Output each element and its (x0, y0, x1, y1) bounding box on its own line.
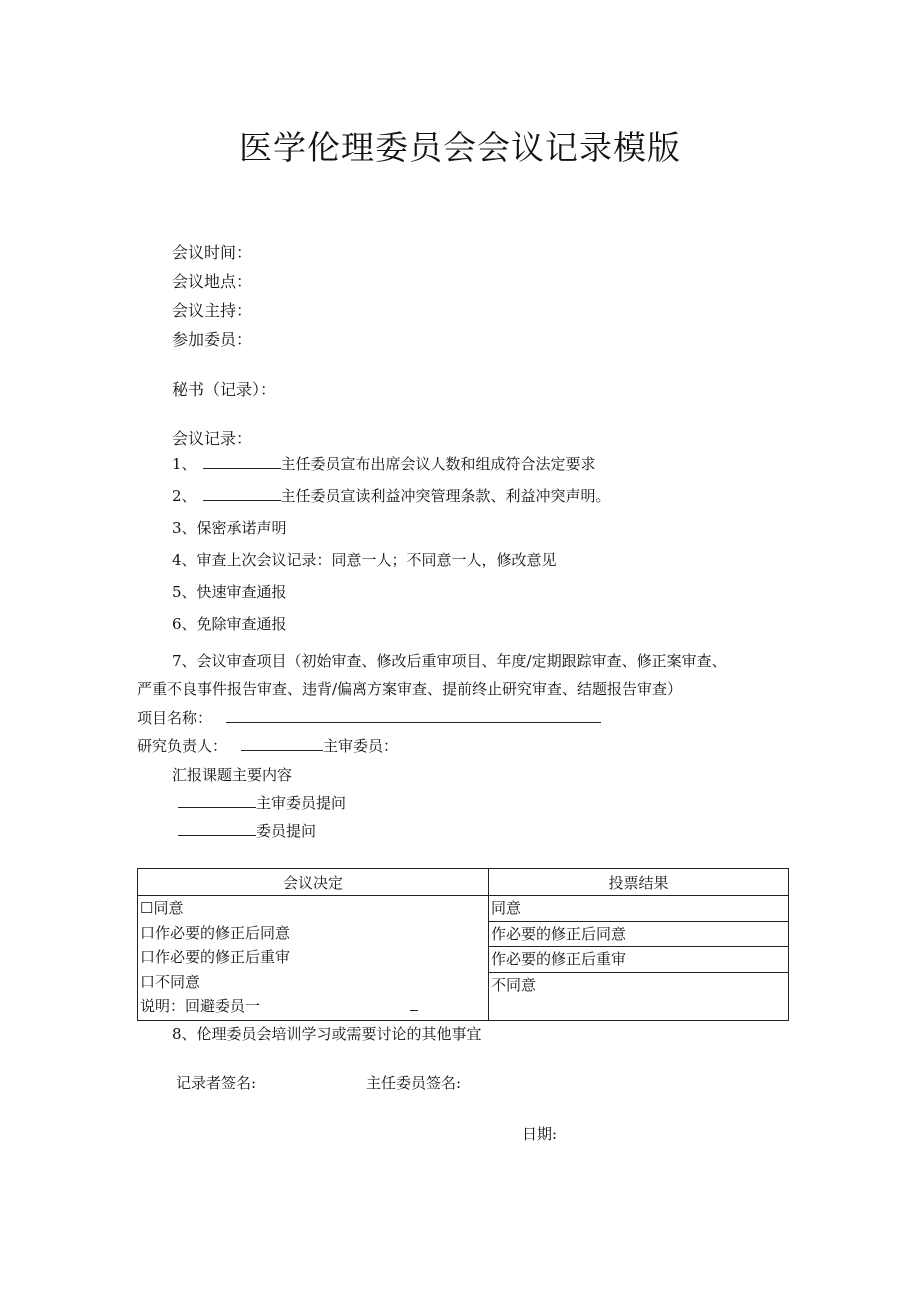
meeting-record-label: 会议记录： (172, 429, 253, 448)
secretary-label: 秘书（记录）： (172, 380, 277, 399)
list-item: 5、快速审查通报 (172, 583, 287, 601)
meeting-host-label: 会议主持： (172, 301, 253, 320)
recusal-note: 说明：回避委员一 (140, 994, 486, 1019)
fill-blank (178, 821, 256, 836)
list-item: 1、 主任委员宣布出席会议人数和组成符合法定要求 (172, 455, 596, 473)
recorder-signature-label: 记录者签名: (176, 1074, 257, 1092)
chair-signature-label: 主任委员签名: (366, 1074, 462, 1092)
vote-option: 作必要的修正后同意 (489, 922, 788, 948)
meeting-place-label: 会议地点： (172, 272, 253, 291)
fill-blank (203, 454, 281, 469)
fill-blank (203, 486, 281, 501)
item8: 8、伦理委员会培训学习或需要讨论的其他事宜 (172, 1025, 482, 1043)
item7-line1: 7、会议审查项目（初始审查、修改后重审项目、年度/定期跟踪审查、修正案审查、 (172, 652, 727, 670)
decision-option: 口作必要的修正后重审 (140, 948, 291, 966)
report-content-label: 汇报课题主要内容 (172, 766, 293, 784)
decision-header: 会议决定 (138, 869, 489, 896)
list-item: 3、保密承诺声明 (172, 519, 287, 537)
meeting-time-label: 会议时间： (172, 243, 253, 262)
attending-members-label: 参加委员： (172, 330, 253, 349)
decision-option: 口作必要的修正后同意 (140, 923, 291, 942)
pi-row: 研究负责人： 主审委员： (137, 737, 399, 755)
page-title: 医学伦理委员会会议记录模版 (239, 128, 681, 167)
pi-blank (241, 736, 323, 751)
item7-line2: 严重不良事件报告审查、违背/偏离方案审查、提前终止研究审查、结题报告审查） (137, 680, 683, 698)
vote-header: 投票结果 (489, 869, 789, 896)
vote-option: 作必要的修正后重审 (489, 947, 788, 973)
decision-cell (138, 896, 489, 1021)
recusal-blank (410, 998, 418, 1011)
vote-cell (489, 896, 789, 1021)
project-name-row: 项目名称： (137, 707, 601, 728)
decision-option: ☐同意 (140, 899, 184, 917)
member-question-row: 委员提问 (178, 820, 316, 841)
vote-option: 同意 (489, 896, 788, 922)
list-item: 2、 主任委员宣读利益冲突管理条款、利益冲突声明。 (172, 487, 611, 505)
list-item: 4、审查上次会议记录：同意一人；不同意一人，修改意见 (172, 551, 557, 569)
date-label: 日期: (522, 1125, 558, 1143)
list-item: 6、免除审查通报 (172, 615, 287, 633)
decision-option: 口不同意 (140, 972, 201, 991)
main-reviewer-question-row: 主审委员提问 (178, 792, 346, 813)
fill-blank (178, 793, 256, 808)
project-name-blank (226, 708, 601, 723)
decision-table (137, 868, 789, 1021)
vote-option: 不同意 (491, 975, 537, 994)
